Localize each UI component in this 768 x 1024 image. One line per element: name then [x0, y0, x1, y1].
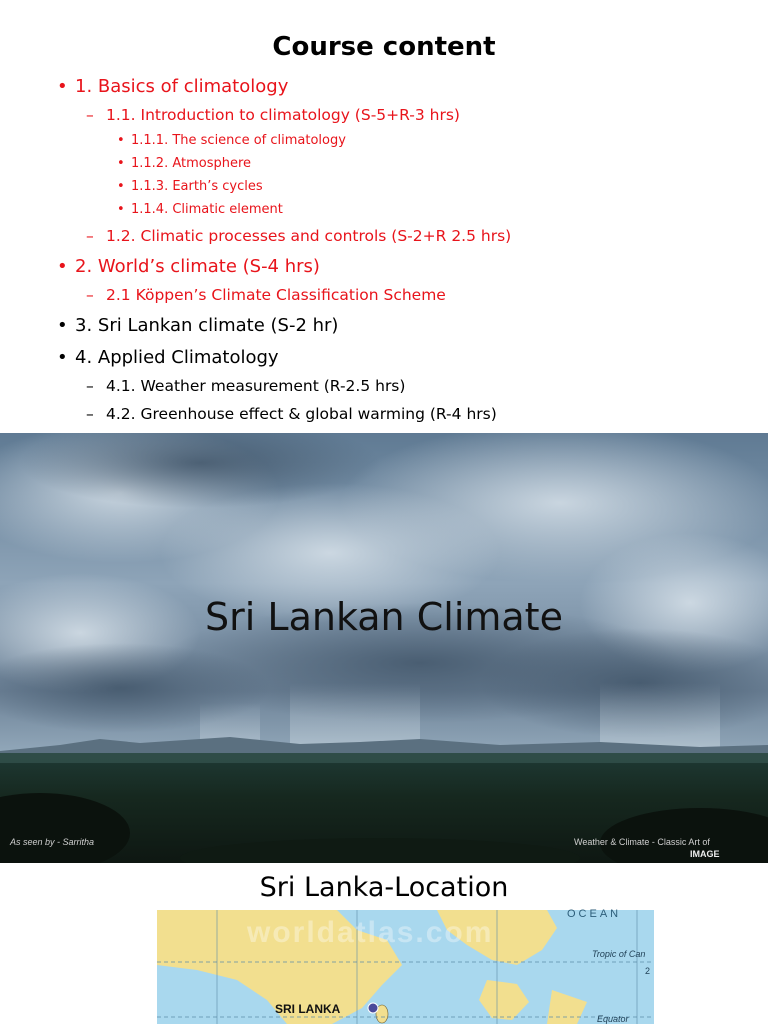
sub-sub-bullet-item: • 1.1.4. Climatic element [117, 202, 283, 217]
map-watermark: worldatlas.com [247, 916, 494, 949]
sub-bullet-item: – 4.2. Greenhouse effect & global warming (R-4 hrs) [86, 405, 497, 423]
photo-credit-watermark: As seen by - Sarritha [10, 837, 95, 847]
equator-label: Equator [597, 1014, 629, 1024]
tropic-degree-label: 2 [645, 966, 651, 976]
rain-landscape-photo [0, 433, 768, 863]
slide-title: Sri Lankan Climate [205, 595, 563, 639]
location-map [157, 910, 654, 1024]
sub-bullet-item: – 1.2. Climatic processes and controls (S-2+R 2.5 hrs) [86, 227, 512, 245]
sub-sub-bullet-item: • 1.1.3. Earth’s cycles [117, 179, 263, 194]
slide-sri-lanka-location [0, 864, 768, 1024]
bullet-item: • 2. World’s climate (S-4 hrs) [57, 256, 320, 277]
image-logo-watermark: IMAGE [690, 849, 720, 859]
tropic-label: Tropic of Can [592, 949, 646, 959]
bullet-item: • 1. Basics of climatology [57, 76, 289, 97]
bullet-item: • 4. Applied Climatology [57, 347, 279, 368]
sub-bullet-item: – 1.1. Introduction to climatology (S-5+R-3 hrs) [86, 106, 460, 124]
slide-title: Sri Lanka-Location [259, 872, 509, 903]
slide-course-content [0, 0, 768, 432]
sub-bullet-item: – 2.1 Köppen’s Climate Classification Scheme [86, 286, 446, 304]
bullet-item: • 3. Sri Lankan climate (S-2 hr) [57, 315, 339, 336]
slide-title: Course content [272, 32, 496, 62]
photo-caption-watermark: Weather & Climate - Classic Art of [574, 837, 710, 847]
sri-lanka-label: SRI LANKA [275, 1002, 341, 1016]
slide-sri-lankan-climate [0, 433, 768, 863]
sub-bullet-item: – 4.1. Weather measurement (R-2.5 hrs) [86, 377, 406, 395]
ocean-label: OCEAN [567, 908, 622, 920]
sub-sub-bullet-item: • 1.1.1. The science of climatology [117, 133, 346, 148]
sub-sub-bullet-item: • 1.1.2. Atmosphere [117, 156, 252, 171]
